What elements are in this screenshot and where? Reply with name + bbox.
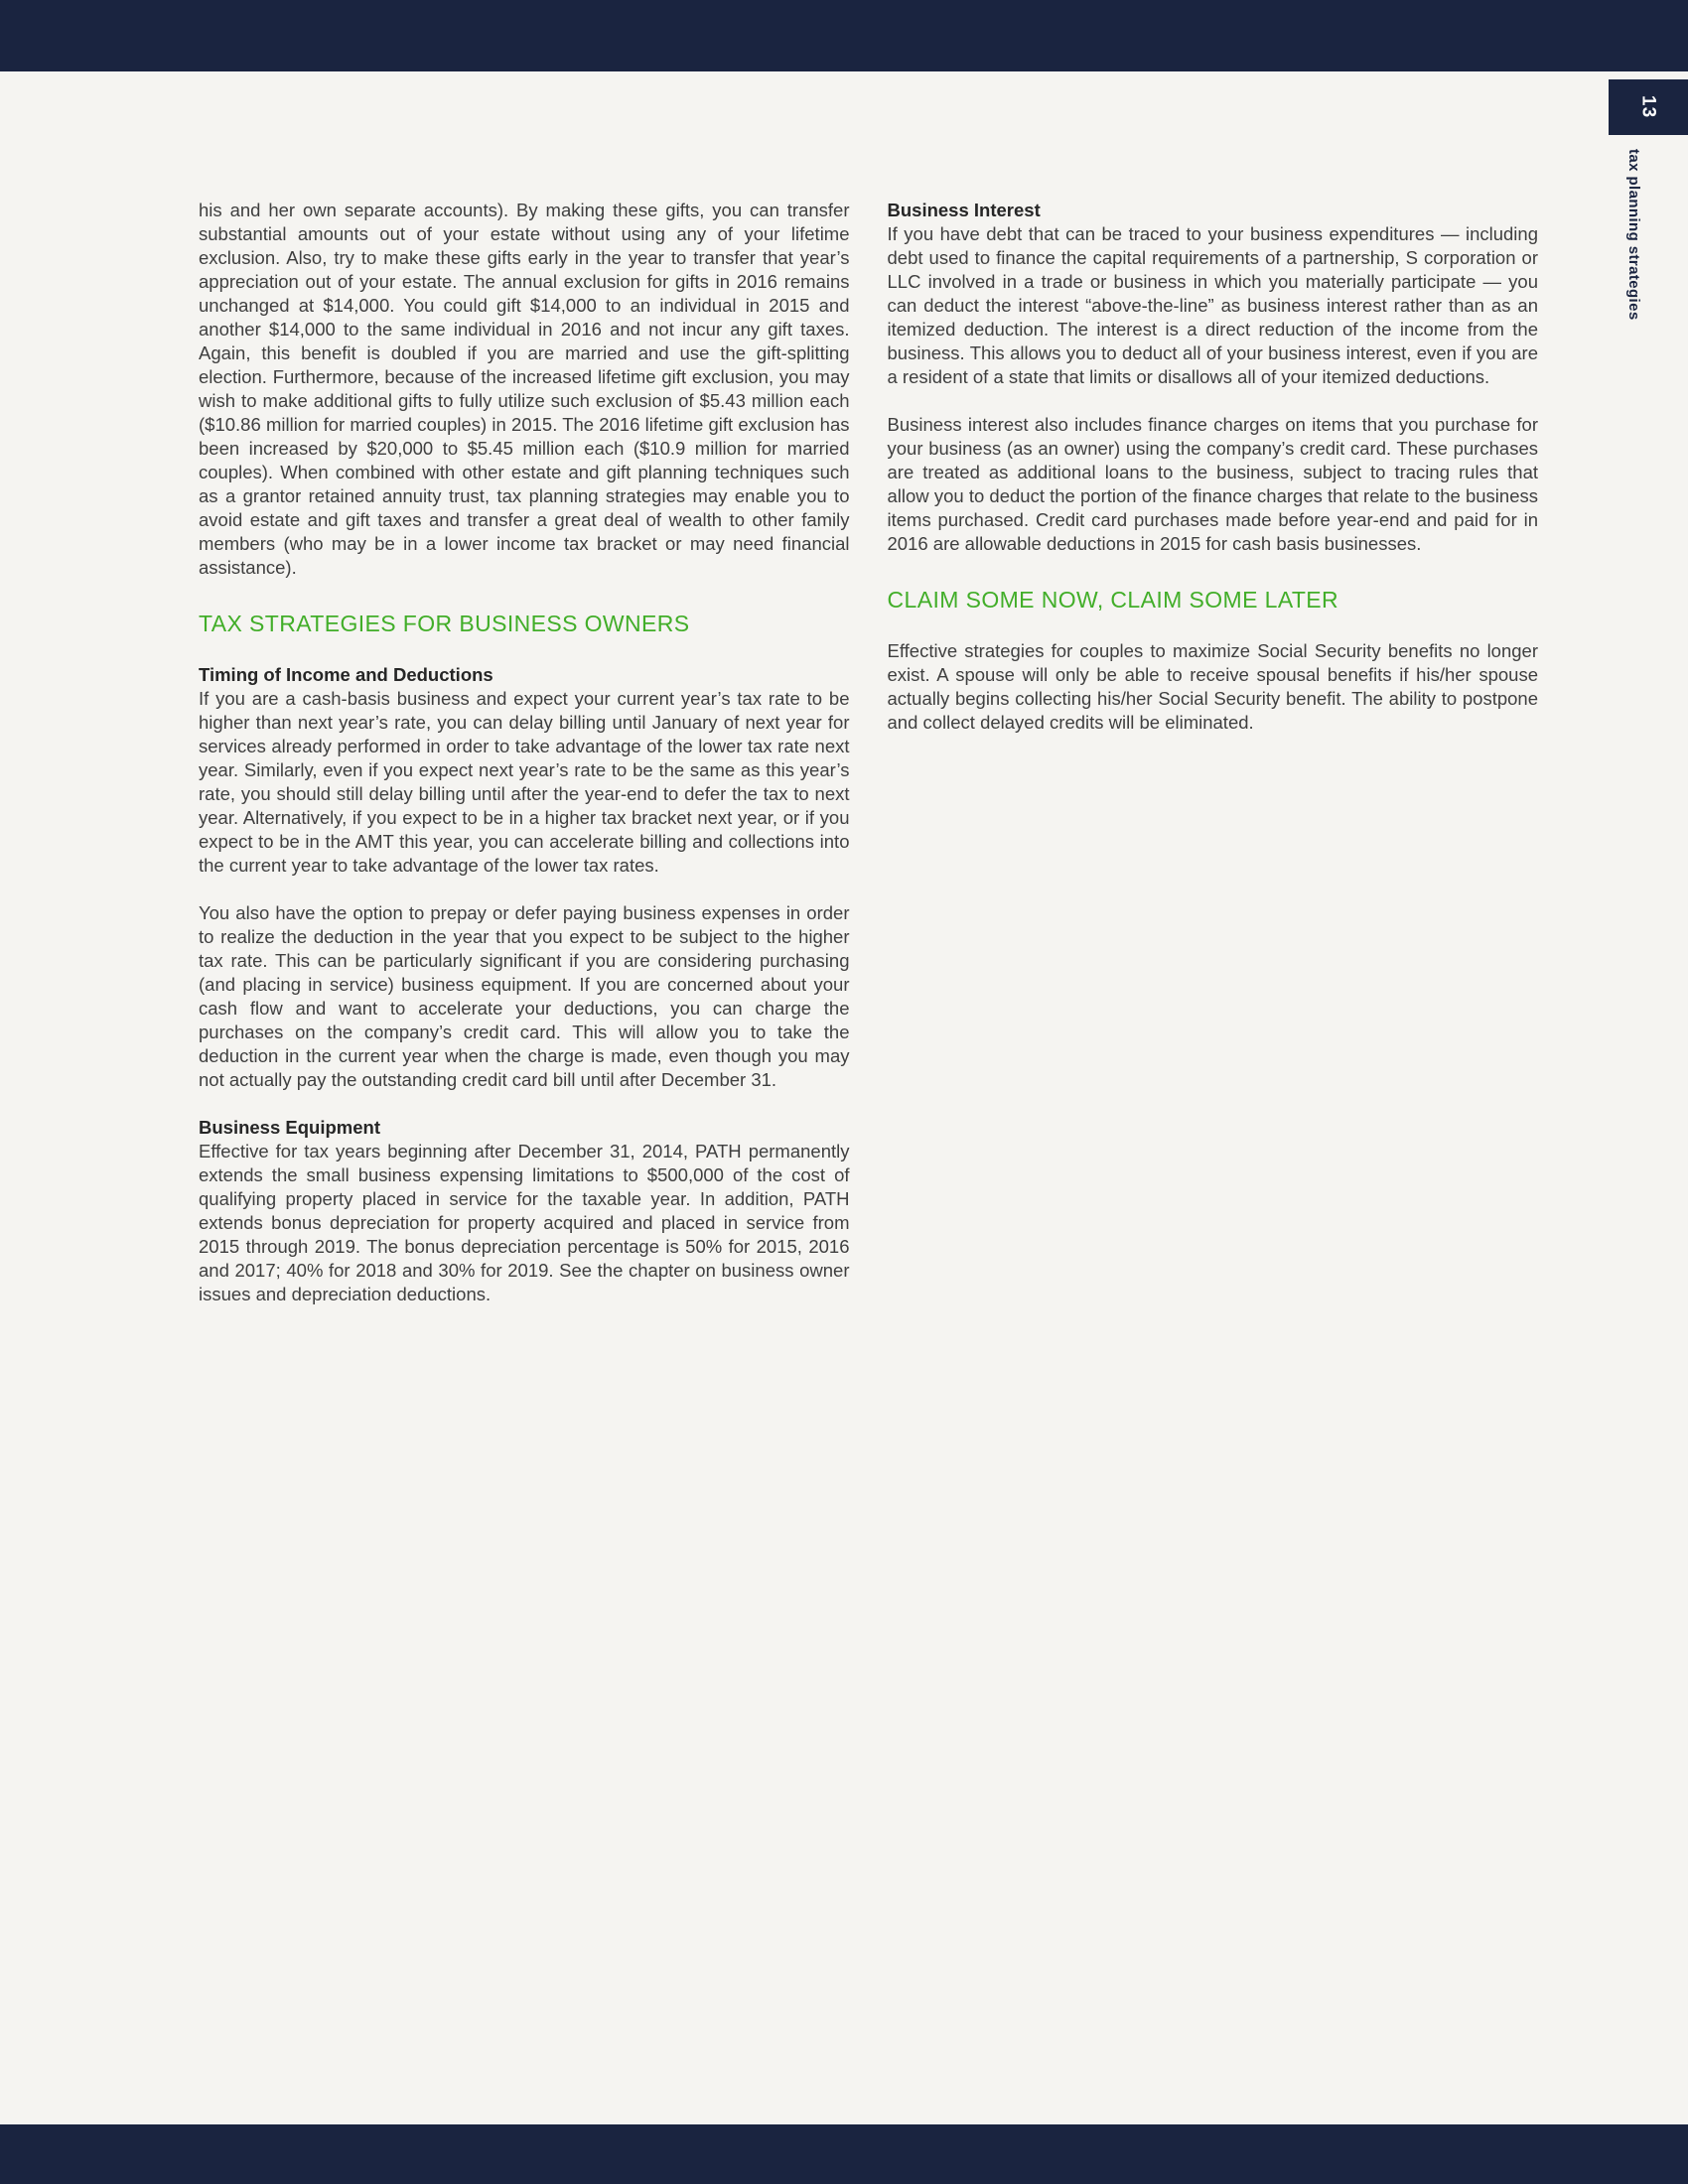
page-content	[199, 199, 1538, 1330]
right-column	[888, 199, 1539, 1330]
page-number-tab	[1609, 79, 1688, 135]
paragraph-timing-1: If you are a cash-basis business and expect your current year’s tax rate to be higher than next year’s rate, you can delay billing until January of next year for services already performed in order to take advantage of the lower tax rate next year. Similarly, even if you expect next year’s rate to be the same as this year’s rate, you should still delay billing until after the year-end to defer the tax to next year. Alternatively, if you expect to be in a higher tax bracket next year, or if you expect to be in the AMT this year, you can accelerate billing and collections into the current year to take advantage of the lower tax rates.	[199, 688, 850, 876]
section-heading-business-owners: TAX STRATEGIES FOR BUSINESS OWNERS	[199, 611, 690, 636]
paragraph-business-interest-2: Business interest also includes finance charges on items that you purchase for your business (as an owner) using the company’s credit card. These purchases are treated as additional loans to the business, subject to tracing rules that allow you to deduct the portion of the finance charges that relate to the business items purchased. Credit card purchases made before year-end and paid for in 2016 are allowable deductions in 2015 for cash basis businesses.	[887, 414, 1538, 554]
section-heading-claim-now-later: CLAIM SOME NOW, CLAIM SOME LATER	[887, 587, 1339, 613]
subheading-timing-income-deductions: Timing of Income and Deductions	[199, 664, 493, 685]
subheading-business-equipment: Business Equipment	[199, 1117, 380, 1138]
subheading-business-interest: Business Interest	[887, 200, 1041, 220]
chapter-side-label: tax planning strategies	[1625, 149, 1642, 321]
top-bar	[0, 0, 1688, 71]
paragraph-claim-now-later: Effective strategies for couples to maximize Social Security benefits no longer exist. A spouse will only be able to receive spousal benefits if his/her spouse actually begins collecting his/her Social Security benefit. The ability to postpone and collect delayed credits will be eliminated.	[887, 640, 1538, 733]
left-column	[199, 199, 850, 1330]
paragraph-business-equipment: Effective for tax years beginning after December 31, 2014, PATH permanently extends the small business expensing limitations to $500,000 of the cost of qualifying property placed in service for the taxable year. In addition, PATH extends bonus depreciation for property acquired and placed in service from 2015 through 2019. The bonus depreciation percentage is 50% for 2015, 2016 and 2017; 40% for 2018 and 30% for 2019. See the chapter on business owner issues and depreciation deductions.	[199, 1141, 850, 1304]
page-number: 13	[1637, 95, 1659, 119]
paragraph-gift-exclusion: his and her own separate accounts). By making these gifts, you can transfer substantial amounts out of your estate without using any of your lifetime exclusion. Also, try to make these gifts early in the year to transfer that year’s appreciation out of your estate. The annual exclusion for gifts in 2016 remains unchanged at $14,000. You could gift $14,000 to an individual in 2015 and another $14,000 to the same individual in 2016 and not incur any gift taxes. Again, this benefit is doubled if you are married and use the gift-splitting election. Furthermore, because of the increased lifetime gift exclusion, you may wish to make additional gifts to fully utilize such exclusion of $5.43 million each ($10.86 million for married couples) in 2015. The 2016 lifetime gift exclusion has been increased by $20,000 to $5.45 million each ($10.9 million for married couples). When combined with other estate and gift planning techniques such as a grantor retained annuity trust, tax planning strategies may enable you to avoid estate and gift taxes and transfer a great deal of wealth to other family members (who may be in a lower income tax bracket or may need financial assistance).	[199, 200, 850, 578]
paragraph-timing-2: You also have the option to prepay or defer paying business expenses in order to realize the deduction in the year that you expect to be subject to the higher tax rate. This can be particularly significant if you are considering purchasing (and placing in service) business equipment. If you are concerned about your cash flow and want to accelerate your deductions, you can charge the purchases on the company’s credit card. This will allow you to take the deduction in the current year when the charge is made, even though you may not actually pay the outstanding credit card bill until after December 31.	[199, 902, 850, 1090]
paragraph-business-interest-1: If you have debt that can be traced to your business expenditures — including debt used to finance the capital requirements of a partnership, S corporation or LLC involved in a trade or business in which you materially participate — you can deduct the interest “above-the-line” as business interest rather than as an itemized deduction. The interest is a direct reduction of the income from the business. This allows you to deduct all of your business interest, even if you are a resident of a state that limits or disallows all of your itemized deductions.	[887, 223, 1538, 387]
bottom-bar	[0, 2124, 1688, 2184]
